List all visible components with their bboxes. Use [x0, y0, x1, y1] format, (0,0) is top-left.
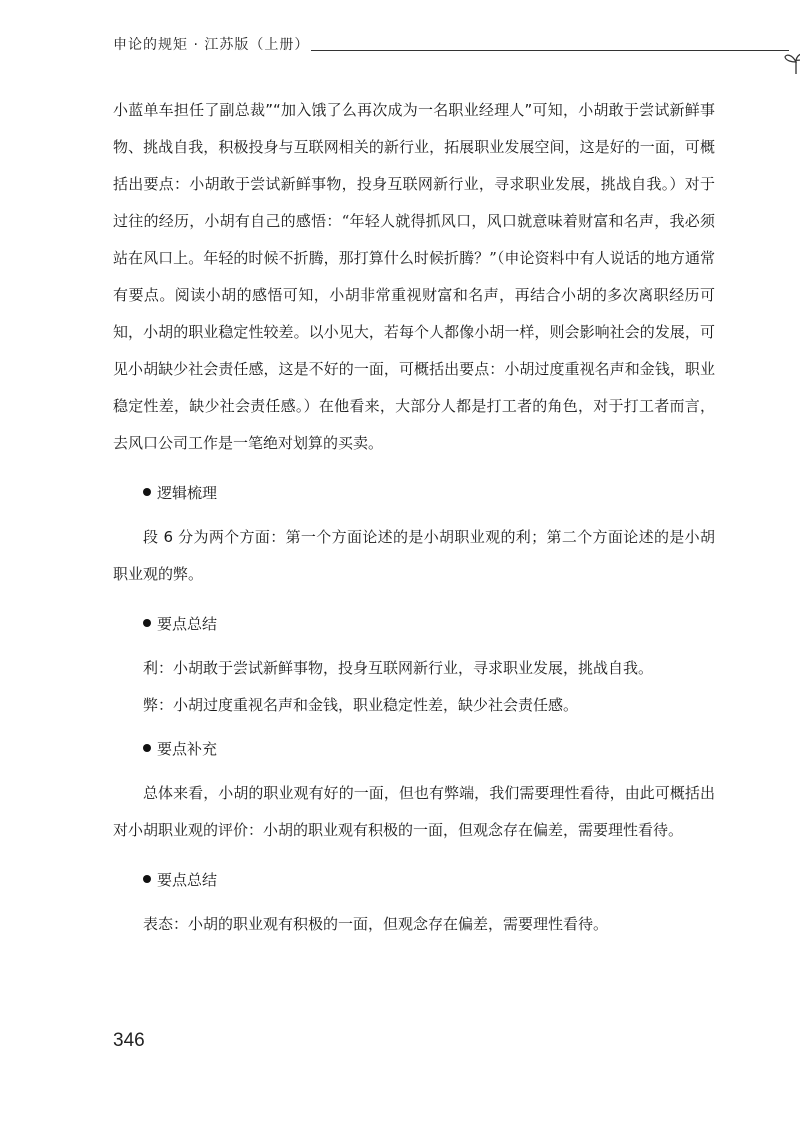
- bullet-icon: [143, 488, 151, 496]
- logic-heading: 逻辑梳理: [113, 468, 715, 519]
- quote-text-2: 在他看来，大部分人都是打工者的角色，对于打工者而言，去风口公司工作是一笔绝对划算的买卖。: [113, 397, 715, 452]
- running-header: [113, 30, 713, 60]
- summary-heading-1: 要点总结: [113, 599, 715, 650]
- bullet-icon: [143, 619, 151, 627]
- bullet-icon: [143, 875, 151, 883]
- summary-pro: 利：小胡敢于尝试新鲜事物，投身互联网新行业，寻求职业发展，挑战自我。: [143, 659, 654, 677]
- bullet-icon: [143, 744, 151, 752]
- analysis-text-1: 小蓝单车担任了副总裁”“加入饿了么再次成为一名职业经理人”可知，小胡敢于尝试新鲜事物、挑战自我，积极投身与互联网相关的新行业，拓展职业发展空间，这是好的一面，可概括出要点：小胡敢于尝试新鲜事物，投身互联网新行业，寻求职业发展，挑战自我。）: [113, 101, 715, 193]
- page-number: 346: [113, 1030, 145, 1051]
- sprout-icon: [783, 50, 800, 76]
- supplement-paragraph: 总体来看，小胡的职业观有好的一面，但也有弊端，我们需要理性看待，由此可概括出对小胡职业观的评价：小胡的职业观有积极的一面，但观念存在偏差，需要理性看待。: [113, 784, 715, 839]
- supplement-heading: 要点补充: [113, 724, 715, 775]
- logic-paragraph: 段 6 分为两个方面：第一个方面论述的是小胡职业观的利；第二个方面论述的是小胡职业观的弊。: [113, 528, 715, 583]
- book-title: 申论的规矩 · 江苏版（上册）: [113, 37, 310, 53]
- analysis-paragraph: [113, 92, 715, 462]
- summary-con: 弊：小胡过度重视名声和金钱，职业稳定性差，缺少社会责任感。: [143, 696, 579, 714]
- summary-heading-2: 要点总结: [113, 855, 715, 906]
- page-body: [113, 92, 715, 943]
- stance-paragraph: 表态：小胡的职业观有积极的一面，但观念存在偏差，需要理性看待。: [143, 915, 609, 933]
- header-rule: [311, 50, 789, 51]
- analysis-text-2: （申论资料中有人说话的地方通常有要点。阅读小胡的感悟可知，小胡非常重视财富和名声，再结合小胡的多次离职经历可知，小胡的职业稳定性较差。以小见大，若每个人都像小胡一样，则会影响社会的发展，可见小胡缺少社会责任感，这是不好的一面，可概括出要点：小胡过度重视名声和金钱，职业稳定性差，缺少社会责任感。）: [113, 249, 715, 415]
- quote-text-1: 对于过往的经历，小胡有自己的感悟：“年轻人就得抓风口，风口就意味着财富和名声，我必须站在风口上。年轻的时候不折腾，那打算什么时候折腾？”: [113, 175, 715, 267]
